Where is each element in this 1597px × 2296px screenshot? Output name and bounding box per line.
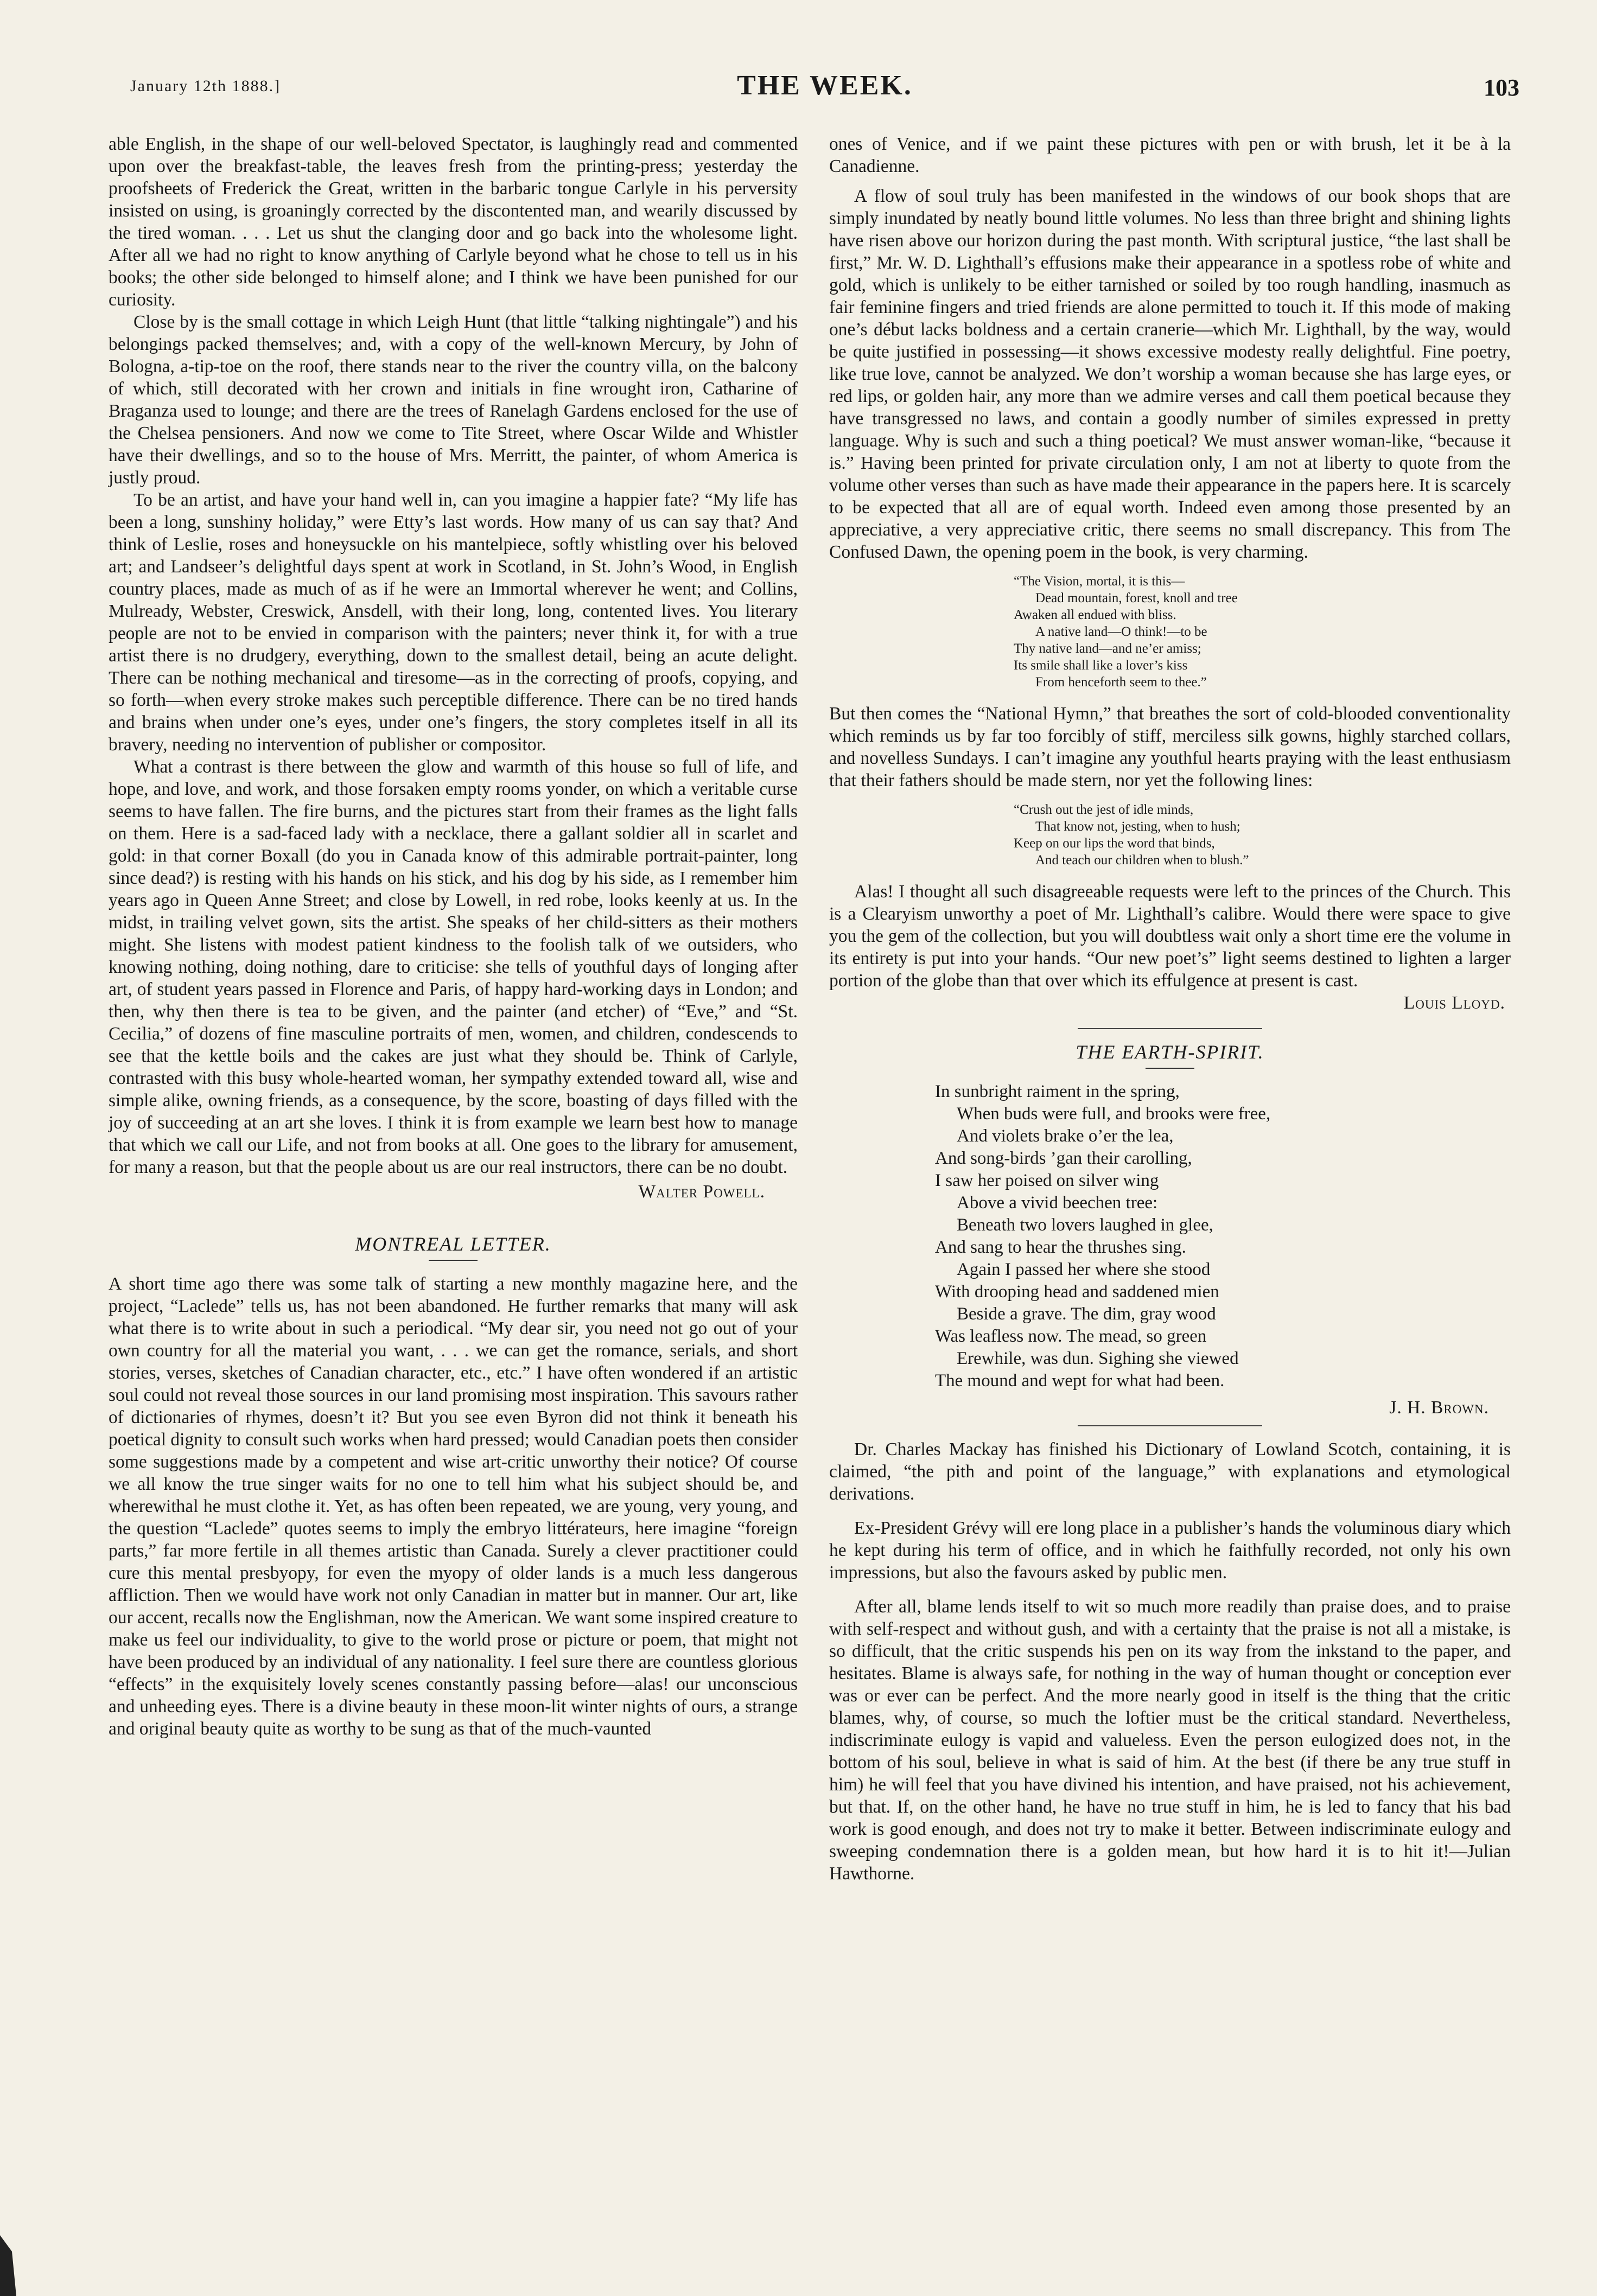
verse-line: That know not, jesting, when to hush; — [1035, 819, 1240, 834]
poem-line: The mound and wept for what had been. — [935, 1371, 1225, 1391]
page-number: 103 — [1484, 74, 1519, 101]
verse-line: Awaken all endued with bliss. — [1014, 608, 1176, 622]
section-divider — [1078, 1425, 1262, 1426]
verse-line: From henceforth seem to thee.” — [1035, 675, 1207, 690]
news-note: Dr. Charles Mackay has finished his Dictionary of Lowland Scotch, containing, it is claimed, “the pith and point of the language,” with explanations and etymological derivations. — [829, 1439, 1511, 1504]
issue-date: January 12th 1888.] — [130, 77, 281, 95]
poem-line: When buds were full, and brooks were free, — [957, 1104, 1271, 1124]
article-paragraph: A flow of soul truly has been manifested in the windows of our book shops that are simply inundated by neatly bound little volumes. No less than three bright and shining lights have risen above our horizon during the past month. With scriptural justice, “the last shall be first,” Mr. W. D. Lighthall’s effusions make their appearance in a spotless robe of white and gold, which is unlikely to be either tarnished or soiled by too rough handling, inasmuch as fair feminine fingers and tried friends are alone permitted to touch it. If this mode of making one’s début lacks boldness and a certain cranerie—which Mr. Lighthall, by the way, would be quite justified in possessing—it shows excessive modesty really delightful. Fine poetry, like true love, cannot be analyzed. We don’t worship a woman because she has large eyes, or red lips, or golden hair, any more than we admire verses and call them poetical because they have transgressed no laws, and contain a goodly number of similes expressed in pretty language. Why is such and such a thing poetical? We must answer woman-like, “because it is.” Having been printed for private circulation only, I am not at liberty to quote from the volume other verses than such as have made their appearance in the papers here. It is scarcely to be expected that all are of equal worth. Indeed even among those presented by an appreciative, a very appreciative critic, there seems no small discrepancy. This from The Confused Dawn, the opening poem in the book, is very charming. — [829, 186, 1511, 562]
poem-line: And violets brake o’er the lea, — [957, 1126, 1174, 1146]
poem-author: J. H. Brown. — [1389, 1398, 1489, 1418]
news-note: Ex-President Grévy will ere long place in a publisher’s hands the voluminous diary which he kept during his term of office, and in which he faithfully recorded, not only his own impressions, but also the favours asked by public men. — [829, 1518, 1511, 1583]
masthead-title: THE WEEK. — [737, 70, 913, 101]
article-paragraph: A short time ago there was some talk of starting a new monthly magazine here, and the project, “Laclede” tells us, has not been abandoned. He further remarks that many will ask what there is to write about in such a periodical. “My dear sir, you need not go out of your own country for all the material you want, . . . we can get the romance, serials, and short stories, verses, sketches of Canadian character, etc., etc.” I have often wondered if an artistic soul could not reveal those sources in our land promising most inspiration. This savours rather of dictionaries of rhymes, doesn’t it? But you see even Byron did not think it beneath his poetical dignity to consult such works when hard pressed; would Canadian poets then consider some suggestions made by a competent and wise art-critic unworthy their notice? Of course we all know the true singer waits for no one to tell him what his subject should be, and wherewithal he must clothe it. Yet, as has often been repeated, we are young, very young, and the question “Laclede” quotes seems to imply the embryo littérateurs, here imagine “foreign parts,” far more fertile in all themes artistic than Canada. Surely a clever practitioner could cure this mental presbyopy, for even the myopy of older lands is a much less dangerous affliction. Then we would have work not only Canadian in matter but in manner. Our art, like our accent, recalls now the Englishman, now the American. We want some inspired creature to make us feel our individuality, to give to the world prose or picture or poem, that might not have been produced by an individual of any nationality. I feel sure there are countless glorious “effects” in the exquisitely lovely scenes constantly passing before—alas! our unconscious and unheeding eyes. There is a divine beauty in these moon-lit winter nights of ours, a strange and original beauty quite as worthy to be sung as that of the much-vaunted — [109, 1274, 798, 1739]
article-paragraph: Close by is the small cottage in which Leigh Hunt (that little “talking nightingale”) and his belongings packed themselves; and, with a copy of the well-known Mercury, by John of Bologna, a-tip-toe on the roof, there stands near to the river the country villa, on the balcony of which, still decorated with her crown and initials in fine wrought iron, Catharine of Braganza used to lounge; and there are the trees of Ranelagh Gardens enclosed for the use of the Chelsea pensioners. And now we come to Tite Street, where Oscar Wilde and Whistler have their dwellings, and so to the house of Mrs. Merritt, the painter, of whom America is justly proud. — [109, 312, 798, 488]
article-paragraph: ones of Venice, and if we paint these pictures with pen or with brush, let it be à la Canadienne. — [829, 134, 1511, 176]
poem-line: Was leafless now. The mead, so green — [935, 1326, 1207, 1346]
section-divider — [1078, 1028, 1262, 1029]
verse-line: A native land—O think!—to be — [1035, 624, 1207, 639]
poem-line: In sunbright raiment in the spring, — [935, 1082, 1180, 1101]
title-rule — [429, 1260, 478, 1261]
poem-line: Beneath two lovers laughed in glee, — [957, 1215, 1213, 1235]
poem-line: Beside a grave. The dim, gray wood — [957, 1304, 1216, 1324]
poem-line: And song-birds ’gan their carolling, — [935, 1149, 1192, 1168]
article-paragraph: Alas! I thought all such disagreeable requests were left to the princes of the Church. This is a Clearyism unworthy a poet of Mr. Lighthall’s calibre. Would there were space to give you the gem of the collection, but you will doubtless wait only a short time ere the volume in its entirety is put into your hands. “Our new poet’s” light seems destined to lighten a larger portion of the globe than that over which its effulgence at present is cast. — [829, 882, 1511, 991]
news-note: After all, blame lends itself to wit so much more readily than praise does, and to praise with self-respect and without gush, and with a certainty that the praise is not all a mistake, is so difficult, that the critic suspends his pen on its way from the inkstand to the paper, and hesitates. Blame is always safe, for nothing in the way of human thought or conception ever was or ever can be perfect. And the more nearly good in itself is the thing that the critic blames, why, of course, so much the loftier must be the critical standard. Nevertheless, indiscriminate eulogy is vapid and valueless. Even the person eulogized does not, in the bottom of his soul, believe in what is said of him. At the best (if there be any true stuff in him) he will feel that you have divined his intention, and have praised, not his achievement, but that. If, on the other hand, he have no true stuff in him, he is led to fancy that his bad work is good enough, and does not try to make it better. Between indiscriminate eulogy and sweeping condemnation there is a golden mean, but how hard it is to hit it!—Julian Hawthorne. — [829, 1597, 1511, 1884]
page-header — [130, 69, 1519, 102]
verse-line: “Crush out the jest of idle minds, — [1014, 802, 1194, 817]
section-title: MONTREAL LETTER. — [355, 1233, 551, 1255]
poem — [935, 1081, 1511, 1392]
poem-line: With drooping head and saddened mien — [935, 1282, 1219, 1302]
poem-line: I saw her poised on silver wing — [935, 1171, 1159, 1190]
verse-line: “The Vision, mortal, it is this— — [1014, 574, 1185, 589]
verse-line: Dead mountain, forest, knoll and tree — [1035, 591, 1238, 605]
verse-quotation — [1014, 801, 1511, 869]
verse-line: Keep on our lips the word that binds, — [1014, 836, 1215, 851]
article-paragraph: To be an artist, and have your hand well in, can you imagine a happier fate? “My life has been a long, sunshiny holiday,” were Etty’s last words. How many of us can say that? And think of Leslie, roses and honeysuckle on his mantelpiece, softly whistling over his beloved art; and Landseer’s delightful days spent at work in Scotland, in St. John’s Wood, in English country places, made as much of as if he were an Immortal wherever he went; and Collins, Mulready, Webster, Creswick, Ansdell, with their long, long, contented lives. You literary people are not to be envied in comparison with the painters; never think it, for with a true artist there is no drudgery, everything, down to the smallest detail, being an acute delight. There can be nothing mechanical and tiresome—as in the correcting of proofs, copying, and so forth—when every stroke makes such perceptible difference. There can be no tired hands and brains when under one’s eyes, under one’s fingers, the story completes itself in all its bravery, needing no intervention of publisher or compositor. — [109, 490, 798, 755]
right-column — [829, 133, 1511, 1885]
scan-edge-mark — [0, 2219, 33, 2296]
verse-quotation — [1014, 573, 1511, 691]
title-rule — [1146, 1068, 1194, 1069]
poem-title: THE EARTH-SPIRIT. — [1076, 1041, 1264, 1063]
poem-line: Above a vivid beechen tree: — [957, 1193, 1158, 1213]
author-signature: Walter Powell. — [638, 1182, 765, 1202]
verse-line: Thy native land—and ne’er amiss; — [1014, 641, 1201, 656]
article-paragraph: But then comes the “National Hymn,” that breathes the sort of cold-blooded conventionality which reminds us by far too forcibly of stiff, merciless silk gowns, highly starched collars, and novelless Sundays. I can’t imagine any youthful hearts praying with the least enthusiasm that their fathers should be made stern, nor yet the following lines: — [829, 704, 1511, 790]
article-paragraph: What a contrast is there between the glow and warmth of this house so full of life, and hope, and love, and work, and those forsaken empty rooms yonder, on which a veritable curse seems to have fallen. The fire burns, and the pictures start from their frames as the light falls on them. Here is a sad-faced lady with a necklace, there a gallant soldier all in scarlet and gold: in that corner Boxall (do you in Canada know of this admirable portrait-painter, long since dead?) is resting with his hands on his stick, and his dog by his side, as I remember him years ago in Queen Anne Street; and close by Lowell, in red robe, looks keenly at us. In the midst, in trailing velvet gown, sits the artist. She speaks of her child-sitters as their mothers might. She listens with modest patient kindness to the foolish talk of we outsiders, who knowing nothing, doing nothing, dare to criticise: she tells of youthful days of longing after art, of student years passed in Florence and Paris, of happy hard-working days in London; and then, why then there is tea to be given, and the painter (and etcher) of “Eve,” and “St. Cecilia,” of dozens of fine masculine portraits of men, women, and children, condescends to see that the kettle boils and the cakes are just what they should be. Think of Carlyle, contrasted with this busy whole-hearted woman, her sympathy extended toward all, wise and simple alike, owning friends, as a consequence, by the score, boasting of days filled with the joy of succeeding at an art she loves. I think it is from example we learn best how to manage that which we call our Life, and not from books at all. One goes to the library for amusement, for many a reason, but that the people about us are our real instructors, there can be no doubt. — [109, 757, 798, 1177]
author-signature: Louis Lloyd. — [1403, 993, 1505, 1013]
article-paragraph: able English, in the shape of our well-beloved Spectator, is laughingly read and commented upon over the breakfast-table, the leaves fresh from the printing-press; yesterday the proofsheets of Frederick the Great, written in the barbaric tongue Carlyle in his perversity insisted on using, is groaningly corrected by the discontented man, and wearily discussed by the tired woman. . . . Let us shut the clanging door and go back into the wholesome light. After all we had no right to know anything of Carlyle beyond what he chose to tell us in his books; the other side belonged to himself alone; and I think we have been punished for our curiosity. — [109, 134, 798, 310]
poem-line: Again I passed her where she stood — [957, 1260, 1211, 1279]
left-column — [109, 133, 798, 1740]
poem-line: Erewhile, was dun. Sighing she viewed — [957, 1349, 1239, 1368]
poem-line: And sang to hear the thrushes sing. — [935, 1238, 1186, 1257]
verse-line: And teach our children when to blush.” — [1035, 853, 1249, 868]
verse-line: Its smile shall like a lover’s kiss — [1014, 658, 1188, 673]
